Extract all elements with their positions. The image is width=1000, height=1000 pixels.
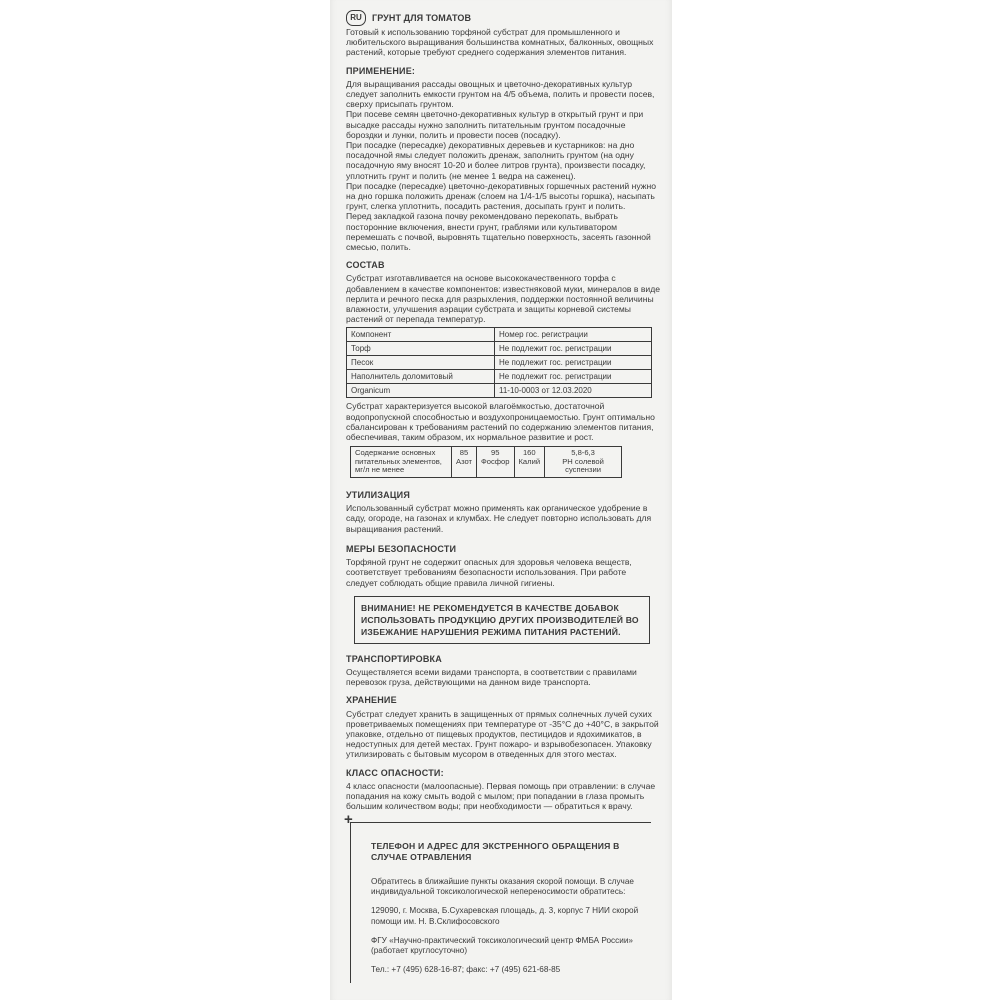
table-cell: 11-10-0003 от 12.03.2020 xyxy=(495,384,652,398)
application-paragraph: При посеве семян цветочно-декоративных культур в открытый грунт и при высадке рассады нужно заполнить питательным грунтом посадочные бороздки и лунки, полить и провести посев (посадку). xyxy=(346,109,644,140)
application-heading: ПРИМЕНЕНИЕ: xyxy=(346,65,416,76)
nutrient-cell xyxy=(514,447,545,478)
table-cell: Наполнитель доломитовый xyxy=(347,370,495,384)
nutrient-value: 5,8-6,3 xyxy=(571,448,595,458)
transport-text: Осуществляется всеми видами транспорта, в соответствии с правилами перевозок груза, действующими на данном виде транспорта. xyxy=(346,666,637,688)
nutrients-label: Содержание основных питательных элементов, мг/л не менее xyxy=(351,447,452,478)
storage-text: Субстрат следует хранить в защищенных от прямых солнечных лучей сухих проветриваемых помещениях при температуре от -35°С до +40°С, в закрытой упаковке, отдельно от пищевых продуктов, пестицидов и ядохимикатов, в недоступных для детей местах. Грунт пожаро- и взрывобезопасен. Упаковку утилизировать с бытовым мусором в отведенных для этого местах. xyxy=(346,708,659,760)
application-paragraph: Перед закладкой газона почву рекомендовано перекопать, выбрать посторонние включения, внести грунт, граблями или культиватором перемешать с почвой, выровнять тщательно поверхность, засеять газонной смесью, полить. xyxy=(346,211,651,253)
emergency-text: Обратитесь в ближайшие пункты оказания скорой помощи. В случае индивидуальной токсикологической непереносимости обратитесь: xyxy=(371,877,634,897)
emergency-phone: Тел.: +7 (495) 628-16-87; факс: +7 (495) 621-68-85 xyxy=(371,965,561,975)
safety-heading: МЕРЫ БЕЗОПАСНОСТИ xyxy=(346,543,457,554)
table-row xyxy=(347,356,652,370)
table-cell: Не подлежит гос. регистрации xyxy=(495,356,652,370)
nutrient-value: 160 xyxy=(522,448,536,458)
table-cell: Не подлежит гос. регистрации xyxy=(495,342,652,356)
plus-icon: + xyxy=(344,811,353,828)
composition-intro: Субстрат изготавливается на основе высококачественного торфа с добавлением в качестве компонентов: известняковой муки, минералов в виде перлита и речного песка для разрыхления, поддержки постоянной величины влажности, улучшения аэрации субстрата и защиты корневой системы растений от перепада температур. xyxy=(346,273,660,325)
product-title: ГРУНТ ДЛЯ ТОМАТОВ xyxy=(372,12,472,23)
nutrient-name: Калий xyxy=(518,456,541,466)
nutrient-name: Азот xyxy=(456,456,472,466)
nutrient-value: 85 xyxy=(459,448,469,458)
hazard-heading: КЛАСС ОПАСНОСТИ: xyxy=(346,767,444,778)
safety-text: Торфяной грунт не содержит опасных для здоровья человека веществ, соответствует требованиям безопасности использования. При работе следует соблюдать общие правила личной гигиены. xyxy=(346,557,632,588)
composition-heading: СОСТАВ xyxy=(346,260,385,271)
emergency-content xyxy=(371,841,646,984)
emergency-title: ТЕЛЕФОН И АДРЕС ДЛЯ ЭКСТРЕННОГО ОБРАЩЕНИЯ В СЛУЧАЕ ОТРАВЛЕНИЯ xyxy=(371,841,620,862)
nutrient-cell xyxy=(545,447,622,478)
table-cell: Компонент xyxy=(347,328,495,342)
table-row xyxy=(347,342,652,356)
table-row xyxy=(347,384,652,398)
table-row xyxy=(347,328,652,342)
hazard-text: 4 класс опасности (малоопасные). Первая помощь при отравлении: в случае попадания на кожу смыть водой с мылом; при попадании в глаза промыть большим количеством воды; при необходимости — обратиться к врачу. xyxy=(346,780,656,812)
emergency-text: ФГУ «Научно-практический токсикологический центр ФМБА России» (работает круглосуточно) xyxy=(371,935,633,956)
table-cell: Не подлежит гос. регистрации xyxy=(495,370,652,384)
background-right xyxy=(672,0,1000,1000)
disposal-text: Использованный субстрат можно применять как органическое удобрение в саду, огороде, на газонах и клумбах. Не следует повторно использовать для выращивания растений. xyxy=(346,503,652,534)
nutrients-table xyxy=(350,446,622,478)
intro-text: Готовый к использованию торфяной субстрат для промышленного и любительского выращивания большинства комнатных, балконных, овощных растений, которые требуют среднего содержания элементов питания. xyxy=(346,27,654,58)
nutrient-cell xyxy=(477,447,515,478)
composition-after: Субстрат характеризуется высокой влагоёмкостью, достаточной водопропускной способностью и воздухопроницаемостью. Грунт оптимально сбалансирован к требованиям растений по содержанию элементов питания, обеспечивая, таким образом, их нормальное развитие и рост. xyxy=(346,401,655,443)
language-badge: RU xyxy=(346,10,366,26)
table-cell: Organicum xyxy=(347,384,495,398)
warning-box: ВНИМАНИЕ! НЕ РЕКОМЕНДУЕТСЯ В КАЧЕСТВЕ ДОБАВОК ИСПОЛЬЗОВАТЬ ПРОДУКЦИЮ ДРУГИХ ПРОИЗВОДИТЕЛЕЙ ВО ИЗБЕЖАНИЕ НАРУШЕНИЯ РЕЖИМА ПИТАНИЯ РАСТЕНИЙ. xyxy=(354,596,650,644)
storage-heading: ХРАНЕНИЕ xyxy=(346,695,397,706)
product-label xyxy=(330,0,672,1000)
label-header xyxy=(346,10,660,26)
background-left xyxy=(0,0,330,1000)
emergency-box xyxy=(344,811,651,983)
transport-heading: ТРАНСПОРТИРОВКА xyxy=(346,653,442,664)
composition-table xyxy=(346,327,652,398)
nutrient-name: PH солевой суспензии xyxy=(562,456,604,475)
label-content xyxy=(346,10,660,811)
table-cell: Торф xyxy=(347,342,495,356)
table-row xyxy=(351,447,622,478)
table-cell: Номер гос. регистрации xyxy=(495,328,652,342)
table-cell: Песок xyxy=(347,356,495,370)
application-paragraph: При посадке (пересадке) цветочно-декоративных горшечных растений нужно на дно горшка положить дренаж (слоем на 1/4-1/5 высоты горшка), насыпать грунт, слегка уплотнить, посадить растения, досыпать грунт и полить. xyxy=(346,180,657,212)
nutrient-cell xyxy=(452,447,477,478)
table-row xyxy=(347,370,652,384)
nutrient-name: Фосфор xyxy=(481,456,510,466)
nutrient-value: 95 xyxy=(491,448,500,458)
emergency-text: 129090, г. Москва, Б.Сухаревская площадь, д. 3, корпус 7 НИИ скорой помощи им. Н. В.Склифосовского xyxy=(371,906,639,926)
application-paragraph: Для выращивания рассады овощных и цветочно-декоративных культур следует заполнить емкости грунтом на 4/5 объема, полить и провести посев, сверху присыпать грунтом. xyxy=(346,78,655,110)
disposal-heading: УТИЛИЗАЦИЯ xyxy=(346,490,410,501)
application-paragraph: При посадке (пересадке) декоративных деревьев и кустарников: на дно посадочной ямы следует положить дренаж, заполнить грунтом (на одну посадочную яму вносят 10-20 и более литров грунта), произвести посадку, уплотнить грунт и полить (не менее 1 ведра на саженец). xyxy=(346,140,646,181)
